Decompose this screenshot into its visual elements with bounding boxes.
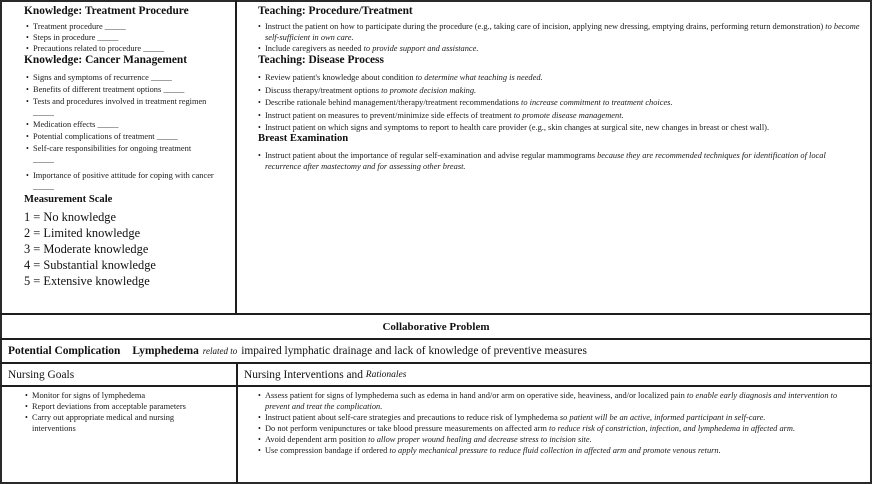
scale-level: 2 = Limited knowledge: [24, 226, 141, 240]
list-item: • Benefits of different treatment options _____: [26, 84, 221, 95]
complication-label: Potential Complication: [8, 345, 121, 357]
list-item: • Avoid dependent arm position to allow proper wound healing and decrease stress to incision site.: [258, 434, 863, 445]
list-item: • Treatment procedure _____: [26, 21, 234, 32]
list-item: • Discuss therapy/treatment options to promote decision making.: [258, 85, 863, 96]
list-item: • Self-care responsibilities for ongoing treatment _____: [26, 143, 211, 165]
potential-complication-row: [8, 340, 868, 362]
section-heading: Teaching: Disease Process: [258, 54, 384, 66]
list-item: • Include caregivers as needed to provide support and assistance.: [258, 43, 863, 54]
interventions-list: [258, 390, 863, 456]
section-heading: Knowledge: Cancer Management: [24, 54, 188, 66]
list-item: • Importance of positive attitude for coping with cancer _____: [26, 170, 221, 192]
breast-exam-list: [258, 150, 863, 172]
nursing-interventions-header: Nursing Interventions and Rationales: [244, 368, 407, 381]
list-item: • Precautions related to procedure _____: [26, 43, 234, 54]
complication-name: Lymphedema: [132, 345, 199, 357]
section-heading: Knowledge: Treatment Procedure: [24, 5, 189, 17]
outcomes-column: [24, 5, 234, 313]
teaching-disease-list: [258, 72, 863, 133]
measurement-scale: [24, 209, 234, 289]
collaborative-problem-title: Collaborative Problem: [382, 320, 490, 333]
list-item: • Instruct patient about the importance of regular self-examination and advise regular mammograms because they are recommended techniques for identification of local recurrence after mastectomy and for assessing other breast.: [258, 150, 863, 172]
list-item: • Use compression bandage if ordered to apply mechanical pressure to reduce fluid collection in affected arm and promote venous return.: [258, 445, 863, 456]
list-item: • Instruct patient on which signs and symptoms to report to health care provider (e.g., skin changes at surgical site, new changes in breast or chest wall).: [258, 122, 863, 133]
list-item: • Report deviations from acceptable parameters: [25, 401, 230, 412]
list-item: • Instruct patient on measures to prevent/minimize side effects of treatment to promote disease management.: [258, 110, 863, 121]
nursing-goals: [25, 390, 230, 480]
treatment-procedure-list: [26, 21, 234, 54]
scale-level: 3 = Moderate knowledge: [24, 242, 149, 256]
complication-cause: impaired lymphatic drainage and lack of knowledge of preventive measures: [241, 345, 587, 357]
list-item: • Tests and procedures involved in treatment regimen _____: [26, 96, 221, 118]
scale-level: 4 = Substantial knowledge: [24, 258, 156, 272]
list-item: • Review patient's knowledge about condition to determine what teaching is needed.: [258, 72, 863, 83]
list-item: • Do not perform venipunctures or take blood pressure measurements on affected arm to reduce risk of constriction, infection, and lymphedema in affected arm.: [258, 423, 863, 434]
list-item: • Steps in procedure _____: [26, 32, 234, 43]
column-divider-top: [235, 0, 237, 315]
list-item: • Assess patient for signs of lymphedema such as edema in hand and/or arm on operative side, heaviness, and/or localized pain to enable early diagnosis and intervention to prevent and treat the complication.: [258, 390, 863, 412]
list-item: • Signs and symptoms of recurrence _____: [26, 72, 221, 83]
list-item: • Potential complications of treatment _____: [26, 131, 221, 142]
goals-list: [25, 390, 230, 434]
nursing-goals-header: Nursing Goals: [8, 368, 75, 381]
list-item: • Instruct the patient on how to participate during the procedure (e.g., taking care of incision, applying new dressing, emptying drains, performing return demonstration) to become self-sufficient in own care.: [258, 21, 863, 43]
column-divider-bottom: [236, 362, 238, 484]
list-item: • Carry out appropriate medical and nursing interventions: [25, 412, 210, 434]
section-heading: Breast Examination: [258, 133, 349, 144]
divider-goals-header: [0, 385, 872, 387]
section-heading: Teaching: Procedure/Treatment: [258, 5, 413, 17]
related-to: related to: [202, 346, 238, 356]
nursing-interventions: [258, 390, 863, 482]
list-item: • Describe rationale behind management/therapy/treatment recommendations to increase commitment to treatment choices.: [258, 97, 863, 108]
teaching-procedure-list: [258, 21, 863, 54]
interventions-column: [258, 5, 863, 313]
list-item: • Monitor for signs of lymphedema: [25, 390, 230, 401]
cancer-management-list: [26, 72, 221, 192]
list-item: • Instruct patient about self-care strategies and precautions to reduce risk of lymphedema so patient will be an active, informed participant in self-care.: [258, 412, 863, 423]
measurement-scale-heading: Measurement Scale: [24, 194, 113, 205]
list-item: • Medication effects _____: [26, 119, 221, 130]
scale-level: 1 = No knowledge: [24, 210, 116, 224]
scale-level: 5 = Extensive knowledge: [24, 274, 150, 288]
